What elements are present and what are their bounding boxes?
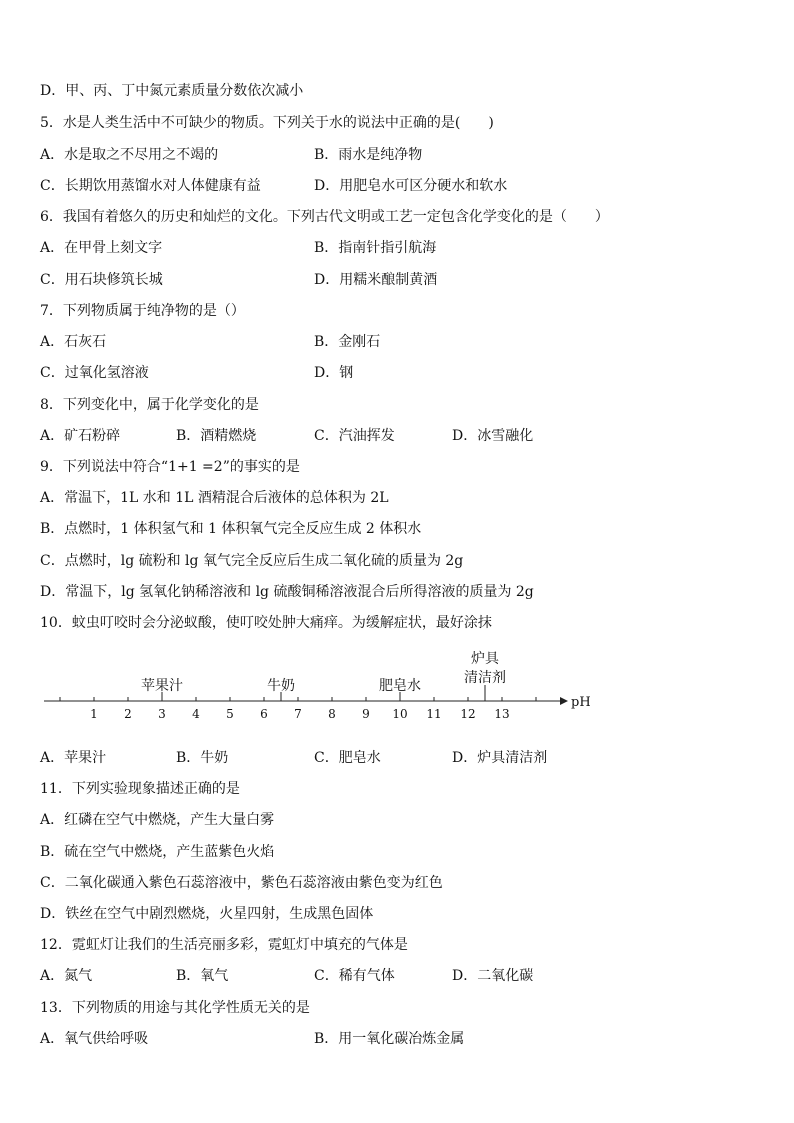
question-13: 13．下列物质的用途与其化学性质无关的是: [40, 1000, 310, 1016]
q11-option-b: B．硫在空气中燃烧，产生蓝紫色火焰: [40, 844, 275, 860]
q5-option-a: A．水是取之不尽用之不竭的: [40, 147, 219, 163]
q5-option-d: D．用肥皂水可区分硬水和软水: [314, 178, 508, 194]
q4-option-d: D．甲、丙、丁中氮元素质量分数依次减小: [40, 83, 304, 99]
q9-option-d: D．常温下，lg 氢氧化钠稀溶液和 lg 硫酸铜稀溶液混合后所得溶液的质量为 2g: [40, 584, 534, 600]
q12-option-d: D．二氧化碳: [452, 968, 534, 984]
ph-item-label: 牛奶: [267, 678, 295, 694]
question-7: 7．下列物质属于纯净物的是（）: [40, 303, 245, 319]
question-12: 12．霓虹灯让我们的生活亮丽多彩，霓虹灯中填充的气体是: [40, 937, 408, 953]
question-5: 5．水是人类生活中不可缺少的物质。下列关于水的说法中正确的是( ): [40, 115, 494, 131]
q11-option-c: C．二氧化碳通入紫色石蕊溶液中，紫色石蕊溶液由紫色变为红色: [40, 875, 443, 891]
q7-option-b: B．金刚石: [314, 334, 381, 350]
question-8: 8．下列变化中，属于化学变化的是: [40, 397, 259, 413]
q9-option-b: B．点燃时，1 体积氢气和 1 体积氧气完全反应生成 2 体积水: [40, 521, 422, 537]
ph-tick-label: 7: [294, 707, 302, 721]
ph-item-label: 炉具: [471, 651, 499, 667]
q10-option-a: A．苹果汁: [40, 750, 107, 766]
q9-option-c: C．点燃时，lg 硫粉和 lg 氧气完全反应后生成二氧化硫的质量为 2g: [40, 553, 464, 569]
q7-option-a: A．石灰石: [40, 334, 107, 350]
ph-tick-label: 3: [158, 707, 166, 721]
q6-option-a: A．在甲骨上刻文字: [40, 240, 163, 256]
q6-option-c: C．用石块修筑长城: [40, 272, 163, 288]
q12-option-b: B．氧气: [176, 968, 229, 984]
question-6: 6．我国有着悠久的历史和灿烂的文化。下列古代文明或工艺一定包含化学变化的是（ ）: [40, 209, 609, 225]
ph-tick-label: 8: [328, 707, 336, 721]
q5-option-c: C．长期饮用蒸馏水对人体健康有益: [40, 178, 261, 194]
ph-tick-label: 10: [392, 707, 408, 721]
q8-option-b: B．酒精燃烧: [176, 428, 257, 444]
q10-option-b: B．牛奶: [176, 750, 229, 766]
q8-option-c: C．汽油挥发: [314, 428, 395, 444]
ph-item-label: 肥皂水: [379, 678, 421, 694]
ph-tick-label: 11: [426, 707, 442, 721]
ph-tick-label: 1: [90, 707, 98, 721]
q6-option-d: D．用糯米酿制黄酒: [314, 272, 438, 288]
q8-option-d: D．冰雪融化: [452, 428, 534, 444]
ph-tick-label: 2: [124, 707, 132, 721]
ph-tick-label: 9: [362, 707, 370, 721]
question-10: 10．蚊虫叮咬时会分泌蚁酸，使叮咬处肿大痛痒。为缓解症状，最好涂抹: [40, 615, 492, 631]
ph-scale-figure: [0, 645, 794, 725]
q13-option-b: B．用一氧化碳冶炼金属: [314, 1031, 465, 1047]
q12-option-c: C．稀有气体: [314, 968, 395, 984]
q5-option-b: B．雨水是纯净物: [314, 147, 423, 163]
q7-option-c: C．过氧化氢溶液: [40, 365, 149, 381]
q6-option-b: B．指南针指引航海: [314, 240, 437, 256]
ph-item-label: 苹果汁: [141, 678, 183, 694]
q8-option-a: A．矿石粉碎: [40, 428, 121, 444]
ph-tick-label: 6: [260, 707, 268, 721]
ph-item-label: 清洁剂: [464, 670, 506, 686]
ph-tick-label: 13: [494, 707, 510, 721]
q9-option-a: A．常温下，1L 水和 1L 酒精混合后液体的总体积为 2L: [40, 490, 389, 506]
q13-option-a: A．氧气供给呼吸: [40, 1031, 149, 1047]
ph-axis-arrow: [560, 697, 568, 705]
ph-tick-label: 4: [192, 707, 200, 721]
q11-option-d: D．铁丝在空气中剧烈燃烧，火星四射，生成黑色固体: [40, 906, 374, 922]
q11-option-a: A．红磷在空气中燃烧，产生大量白雾: [40, 812, 275, 828]
ph-axis-label: pH: [571, 695, 591, 710]
q10-option-c: C．肥皂水: [314, 750, 381, 766]
question-11: 11．下列实验现象描述正确的是: [40, 781, 240, 797]
ph-tick-label: 12: [460, 707, 476, 721]
q12-option-a: A．氮气: [40, 968, 93, 984]
question-9: 9．下列说法中符合“1+1 =2”的事实的是: [40, 459, 300, 475]
ph-tick-label: 5: [226, 707, 234, 721]
q7-option-d: D．钢: [314, 365, 354, 381]
q10-option-d: D．炉具清洁剂: [452, 750, 548, 766]
